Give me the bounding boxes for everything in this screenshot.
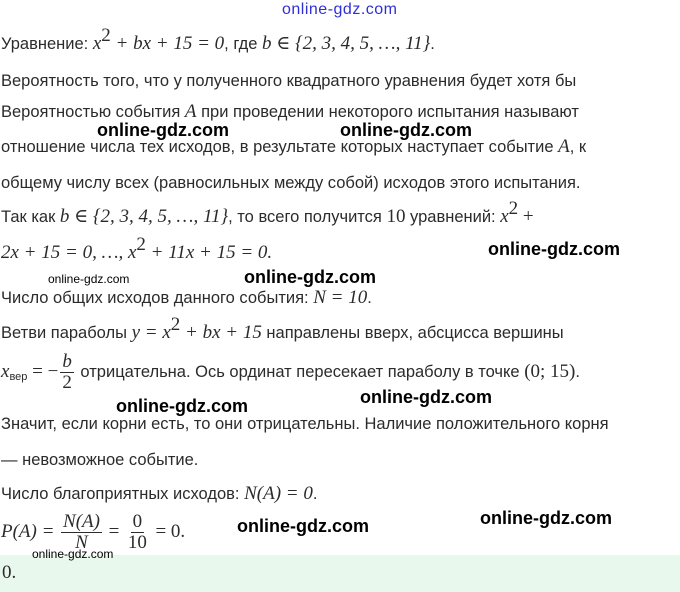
watermark: online-gdz.com [32, 547, 114, 561]
equations-line [1, 234, 273, 264]
text: отрицательна. Ось ординат пересекает параболу в точке [75, 363, 525, 381]
math-pa: P(A) = [1, 521, 55, 542]
math-n: N = 10 [313, 287, 368, 308]
text: , к [569, 138, 587, 156]
exponent: 2 [170, 314, 181, 335]
subscript: вер [9, 371, 28, 383]
vertex-line [1, 350, 580, 394]
definition-line-1 [1, 101, 579, 123]
math-set: b ∈ {2, 3, 4, 5, …, 11} [262, 33, 431, 54]
denominator: 10 [127, 532, 147, 554]
text: уравнений: [405, 208, 501, 226]
favorable-outcomes-line [1, 483, 317, 505]
math-equation: + bx + 15 = 0 [110, 33, 225, 54]
equation-line [1, 25, 435, 55]
math-set: b ∈ {2, 3, 4, 5, …, 11} [59, 206, 229, 227]
exponent: 2 [101, 25, 111, 46]
text: . [430, 35, 435, 53]
watermark: online-gdz.com [97, 120, 229, 140]
denominator: N [75, 532, 88, 554]
exponent: 2 [136, 234, 146, 255]
math-x: x [1, 361, 10, 382]
text: , где [224, 35, 263, 53]
math-na: N(A) = 0 [244, 483, 313, 504]
math-a: A [558, 136, 570, 157]
fraction-b-over-2 [60, 352, 74, 393]
math-result: = 0. [155, 521, 186, 542]
text: Число общих исходов данного события: [1, 289, 314, 307]
text: . [367, 289, 372, 307]
math-equation: 2x + 15 = 0, …, x [1, 242, 137, 263]
text: Ветви параболы [1, 324, 132, 342]
text: Так как [1, 208, 60, 226]
text: Число благоприятных исходов: [1, 485, 245, 503]
watermark: online-gdz.com [360, 387, 492, 407]
site-header-watermark: online-gdz.com [282, 1, 398, 18]
math-y: y = x [131, 322, 171, 343]
text: . [312, 485, 318, 503]
text: , то всего получится [228, 208, 387, 226]
parabola-line [1, 314, 564, 344]
math-x: x [92, 33, 102, 54]
conclusion-line-2: — невозможное событие. [1, 451, 199, 469]
math-a: A [184, 101, 197, 122]
watermark: online-gdz.com [116, 396, 248, 416]
math-eq: = [108, 521, 120, 542]
text: отношение числа тех исходов, в результате которых наступает событие [1, 138, 559, 156]
answer-value: 0. [2, 562, 17, 583]
numerator: N(A) [63, 511, 100, 533]
watermark: online-gdz.com [237, 516, 369, 536]
math-x: x [500, 206, 509, 227]
math-point: (0; 15) [524, 361, 576, 382]
denominator: 2 [62, 372, 72, 394]
math-plus: + [518, 206, 534, 227]
watermark: online-gdz.com [244, 267, 376, 287]
count-line [1, 198, 534, 228]
numerator: b [62, 351, 72, 373]
math-equation: + 11x + 15 = 0. [145, 242, 273, 263]
watermark: online-gdz.com [48, 272, 130, 286]
text: . [575, 363, 580, 381]
conclusion-line-1: Значит, если корни есть, то они отрицательны. Наличие положительного корня [1, 415, 609, 433]
fraction-0-over-10 [126, 512, 149, 553]
text: при проведении некоторого испытания называют [196, 103, 579, 121]
watermark: online-gdz.com [480, 508, 612, 528]
question-line: Вероятность того, что у полученного квадратного уравнения будет хотя бы [1, 72, 577, 90]
total-outcomes-line [1, 287, 372, 309]
definition-line-3: общему числу всех (равносильных между собой) исходов этого испытания. [1, 174, 581, 192]
numerator: 0 [132, 511, 143, 533]
text: Вероятностью события [1, 103, 185, 121]
equation-label: Уравнение: [1, 35, 93, 53]
definition-line-2 [1, 136, 586, 158]
math-eq: = − [27, 361, 59, 382]
exponent: 2 [508, 198, 519, 219]
math-number: 10 [386, 206, 406, 227]
text: направлены вверх, абсцисса вершины [261, 324, 564, 342]
watermark: online-gdz.com [340, 120, 472, 140]
watermark: online-gdz.com [488, 239, 620, 259]
math-expression: + bx + 15 [180, 322, 262, 343]
